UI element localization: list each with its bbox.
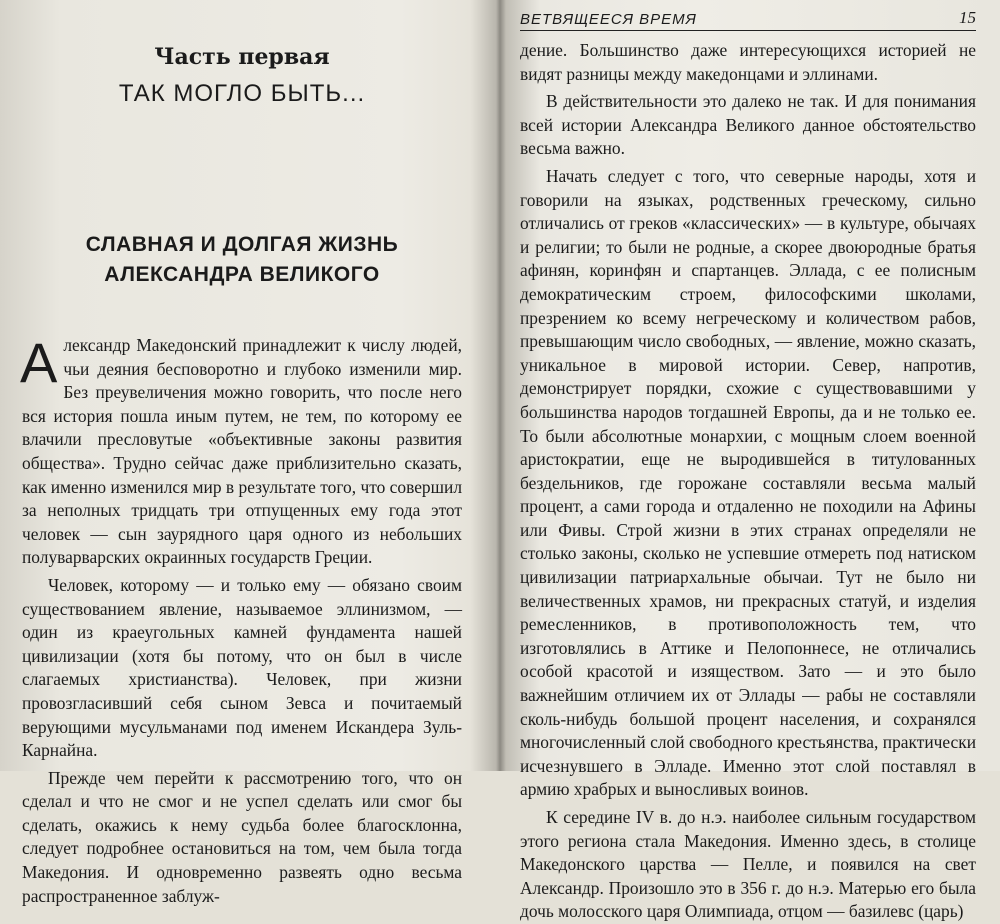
page-number: 15 <box>959 8 976 27</box>
paragraph: Прежде чем перейти к рассмотрению того, что он сделал и что не смог и не успел сделать или смог бы сделать, окажись к нему судьба более благосклонна, следует подробнее остановиться на том, чем была тогда Македония. И одновременно развеять одно весьма распространенное заблуж- <box>22 767 462 906</box>
left-body-text <box>20 331 462 908</box>
chapter-title-line1: СЛАВНАЯ И ДОЛГАЯ ЖИЗНЬ <box>85 233 399 256</box>
running-head <box>520 8 976 31</box>
right-page <box>506 0 1000 922</box>
drop-cap: А <box>20 331 58 394</box>
paragraph: Начать следует с того, что северные народы, хотя и говорили на языках, родственных греческому, сильно отличались от греков «классических» — в культуре, обычаях и религии; то были не родные, а скорее двоюродные братья афинян, коринфян и спартанцев. Эллада, с ее полисным демократическим строем, философскими школами, презрением ко всему негреческому и количеством рабов, превышающим число свободных, — явление, можно сказать, уникальное в мировой истории. Север, напротив, демонстрирует порядки, схожие с существовавшими у большинства народов тогдашней Европы, да и не только ее. То были абсолютные монархии, с мощным слоем военной аристократии, еще не выродившейся в титулованных бездельников, где горожане составляли весьма малый процент, а сами города и отдаленно не походили на Афины или Фивы. Строй жизни в этих странах определяли не столько законы, сколько не успевшие отмереть под натиском цивилизации патриархальные обычаи. Тут не было ни величественных храмов, ни прекрасных статуй, и изделия ремесленников, в противоположность тем, что изготовлялись в Аттике и Пелопоннесе, не отличались особой красотой и изяществом. Зато — и это было важнейшим отличием их от Эллады — рабы не составляли сколь-нибудь большой процент населения, и сохранялся многочисленный слой свободного крестьянства, практически исчезнувшего в Элладе. Именно этот слой поставлял в армию храбрых и выносливых воинов. <box>520 165 976 800</box>
paragraph-text: лександр Македонский принадлежит к числу людей, чьи деяния бесповоротно и глубоко изменили мир. Без преувеличения можно говорить, что после него вся история пошла иным путем, не тем, по которому ее влачили пресловутые «объективные законы развития общества». Трудно сейчас даже приблизительно сказать, как именно изменился мир в результате того, что совершил за неполных тридцать три отпущенных ему года этот человек — сын заурядного царя одного из небольших полуварварских окраинных государств Греции. <box>22 335 462 568</box>
right-body-text <box>520 39 976 924</box>
paragraph: В действительности это далеко не так. И для понимания всей истории Александра Великого данное обстоятельство весьма важно. <box>520 91 976 159</box>
chapter-title <box>22 230 462 290</box>
paragraph: дение. Большинство даже интересующихся историей не видят разницы между македонцами и эллинами. <box>520 40 976 84</box>
chapter-title-line2: АЛЕКСАНДРА ВЕЛИКОГО <box>104 263 380 286</box>
running-head-title: ВЕТВЯЩЕЕСЯ ВРЕМЯ <box>520 11 697 28</box>
paragraph <box>20 331 462 570</box>
paragraph: Человек, которому — и только ему — обязано своим существованием явление, называемое эллинизмом, — один из краеугольных камней фундамента нашей цивилизации (хотя бы потому, что он был в числе слагаемых христианства). Человек, при жизни провозгласивший себя сыном Зевса и почитаемый верующими мусульманами под именем Искандера Зуль-Карнайна. <box>22 574 462 761</box>
part-subtitle: ТАК МОГЛО БЫТЬ... <box>118 80 366 107</box>
left-page <box>0 0 492 906</box>
paragraph: К середине IV в. до н.э. наиболее сильным государством этого региона стала Македония. Именно здесь, в столице Македонского царства — Пелле, и появился на свет Александр. Произошло это в 356 г. до н.э. Матерью его была дочь молосского царя Олимпиада, отцом — базилевс (царь) <box>520 807 976 922</box>
part-heading: Часть первая <box>154 44 330 70</box>
